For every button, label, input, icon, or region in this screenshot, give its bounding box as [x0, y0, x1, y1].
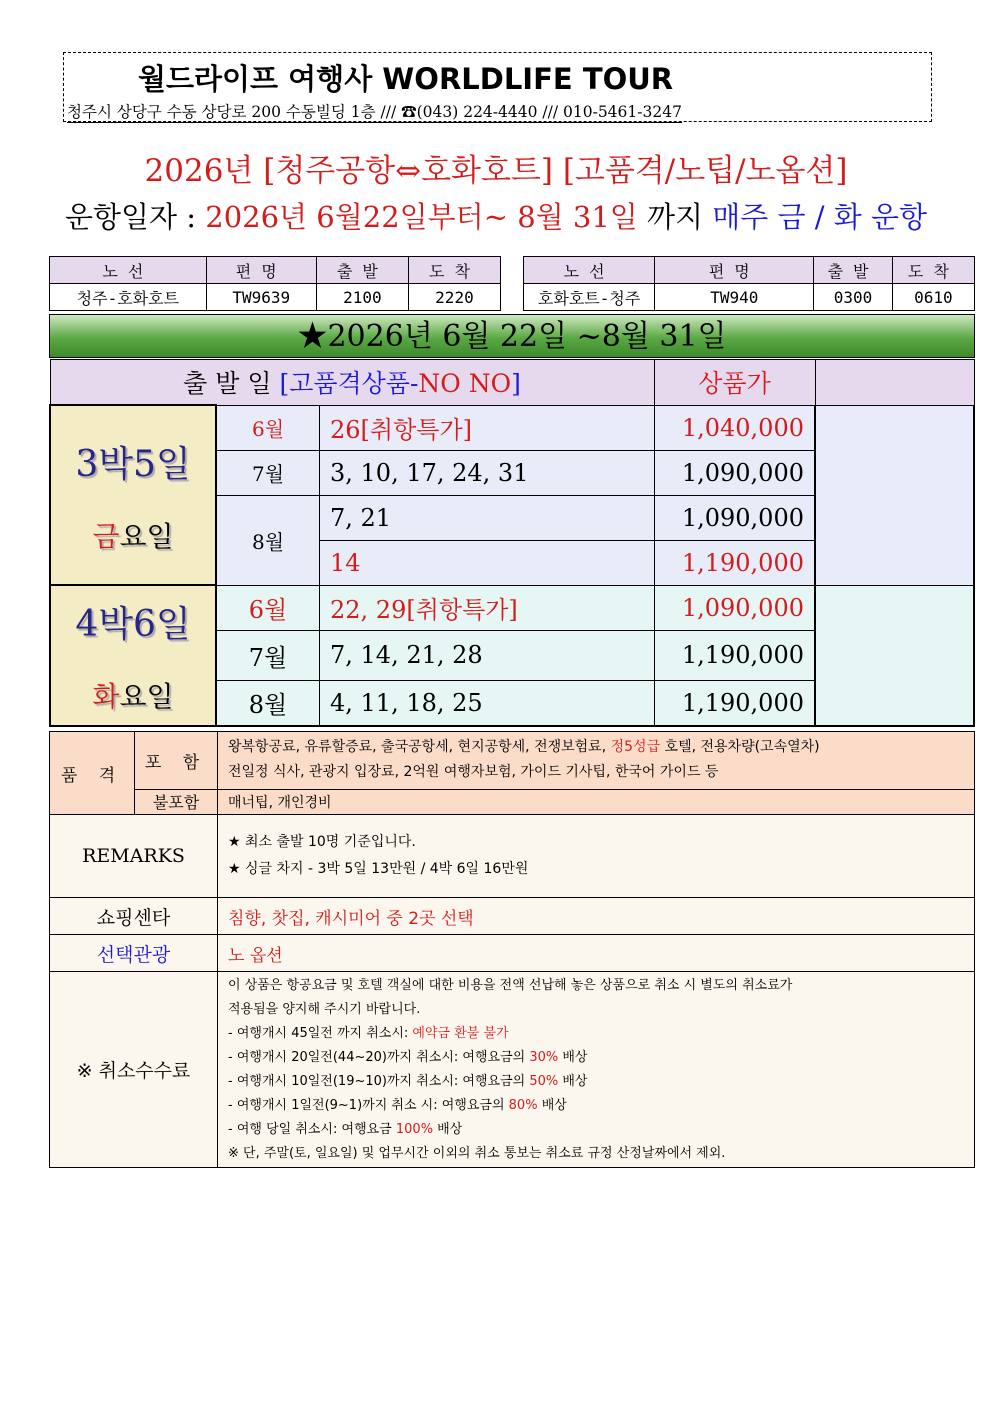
company-address: 청주시 상당구 수동 상당로 200 수동빌딩 1층 /// ☎(043) 224-4440 /// 010-5461-3247 [67, 100, 682, 123]
shopping-label: 쇼핑센타 [50, 898, 218, 935]
price-cell: 1,190,000 [654, 630, 815, 680]
outbound-dep: 2100 [316, 284, 408, 311]
inbound-flight-table [523, 256, 975, 311]
inbound-dep: 0300 [814, 284, 892, 311]
cancel-rule: - 여행 당일 취소시: 여행요금 100% 배상 [228, 1122, 463, 1137]
outbound-flight-table [49, 256, 501, 311]
title-year: 2026년 [144, 153, 264, 189]
group2-nights: 4박6일 [75, 604, 191, 645]
title-route: [청주공항⇔호화호트] [263, 153, 553, 189]
price-cell: 1,190,000 [654, 540, 815, 585]
cancel-label: ※ 취소수수료 [50, 972, 218, 1168]
option-label: 선택관광 [50, 935, 218, 972]
price-table [49, 359, 975, 727]
grade-label: 품 격 [50, 732, 135, 815]
price-header-date: 출 발 일 [고품격상품-NO NO] [50, 360, 654, 406]
shopping-text: 침향, 찻집, 캐시미어 중 2곳 선택 [218, 898, 975, 935]
info-table [49, 731, 975, 1168]
col-dep: 출발 [316, 257, 408, 284]
page-title [0, 145, 992, 190]
period-dates: 2026년 6월22일부터~ 8월 31일 [205, 200, 638, 234]
cancel-rule: - 여행개시 1일전(9~1)까지 취소 시: 여행요금의 80% 배상 [228, 1098, 567, 1113]
remark-line: ★ 싱글 차지 - 3박 5일 13만원 / 4박 6일 16만원 [228, 861, 529, 877]
remarks-label: REMARKS [50, 815, 218, 898]
inbound-arr: 0610 [892, 284, 974, 311]
period-until: 까지 [637, 200, 713, 234]
col-arr: 도착 [408, 257, 500, 284]
group2-weekday: 화요일 [92, 680, 174, 713]
group2-label [50, 585, 216, 726]
outbound-flight: TW9639 [206, 284, 316, 311]
group1-weekday: 금요일 [92, 519, 174, 553]
include-label: 포 함 [135, 732, 218, 790]
month-cell: 6월 [216, 585, 320, 630]
col-route: 노선 [524, 257, 655, 284]
dates-cell: 14 [320, 540, 655, 585]
remark-line: ★ 최소 출발 10명 기준입니다. [228, 834, 416, 850]
price-cell: 1,090,000 [654, 495, 815, 540]
price-cell: 1,190,000 [654, 680, 815, 726]
col-route: 노선 [50, 257, 207, 284]
price-cell: 1,040,000 [654, 405, 815, 450]
month-cell: 8월 [216, 680, 320, 726]
dates-cell: 22, 29[취항특가] [320, 585, 655, 630]
col-dep: 출발 [814, 257, 892, 284]
include-text: 왕복항공료, 유류할증료, 출국공항세, 현지공항세, 전쟁보험료, 정5성급 호텔, 전용차량(고속열차) 전일정 식사, 관광지 입장료, 2억원 여행자보험, 가이드 기사팁, 한국어 가이드 등 [218, 732, 975, 790]
exclude-text: 매너팁, 개인경비 [218, 789, 975, 814]
group1-nights: 3박5일 [75, 443, 191, 485]
month-cell: 7월 [216, 450, 320, 495]
dates-cell: 7, 14, 21, 28 [320, 630, 655, 680]
option-text: 노 옵션 [218, 935, 975, 972]
group1-empty [815, 405, 974, 585]
cancel-rule: - 여행개시 45일전 까지 취소시: 예약금 환불 불가 [228, 1026, 509, 1041]
price-header-price: 상품가 [654, 360, 815, 406]
dates-cell: 3, 10, 17, 24, 31 [320, 450, 655, 495]
title-tags: [고품격/노팁/노옵션] [552, 153, 848, 189]
cancel-rule: - 여행개시 20일전(44~20)까지 취소시: 여행요금의 30% 배상 [228, 1050, 588, 1065]
period-days: 매주 금 / 화 운항 [712, 200, 928, 234]
group2-empty [815, 585, 974, 726]
col-flight: 편명 [655, 257, 814, 284]
month-cell: 7월 [216, 630, 320, 680]
outbound-arr: 2220 [408, 284, 500, 311]
inbound-route: 호화호트-청주 [524, 284, 655, 311]
month-cell: 8월 [216, 495, 320, 585]
inbound-flight: TW940 [655, 284, 814, 311]
outbound-route: 청주-호화호트 [50, 284, 207, 311]
col-flight: 편명 [206, 257, 316, 284]
remarks-text [218, 815, 975, 898]
period-banner: ★2026년 6월 22일 ~8월 31일 [49, 314, 975, 358]
cancel-note: ※ 단, 주말(토, 일요일) 및 업무시간 이외의 취소 통보는 취소료 규정 산정날짜에서 제외. [228, 1146, 726, 1161]
operation-period [0, 195, 992, 236]
exclude-label: 불포함 [135, 789, 218, 814]
company-name: 월드라이프 여행사 WORLDLIFE TOUR [138, 62, 674, 96]
dates-cell: 7, 21 [320, 495, 655, 540]
price-header-empty [815, 360, 974, 406]
dates-cell: 26[취항특가] [320, 405, 655, 450]
price-cell: 1,090,000 [654, 450, 815, 495]
month-cell: 6월 [216, 405, 320, 450]
dates-cell: 4, 11, 18, 25 [320, 680, 655, 726]
group1-label [50, 405, 216, 585]
cancel-text: 이 상품은 항공요금 및 호텔 객실에 대한 비용을 전액 선납해 놓은 상품으로 취소 시 별도의 취소료가 적용됨을 양지해 주시기 바랍니다. - 여행개시 45일전 까지 취소시: 예약금 환불 불가 - 여행개시 20일전(44~20)까지 취소시: 여행요금의 30% 배상 - 여행개시 10일전(19~10)까지 취소시: 여행요금의 50% 배상 - 여행개시 1일전(9~1)까지 취소 시: 여행요금의 80% 배상 - 여행 당일 취소시: 여행요금 100% 배상 ※ 단, 주말(토, 일요일) 및 업무시간 이외의 취소 통보는 취소료 규정 산정날짜에서 제외. [218, 972, 975, 1168]
col-arr: 도착 [892, 257, 974, 284]
price-cell: 1,090,000 [654, 585, 815, 630]
cancel-rule: - 여행개시 10일전(19~10)까지 취소시: 여행요금의 50% 배상 [228, 1074, 588, 1089]
period-label: 운항일자 : [64, 200, 206, 234]
